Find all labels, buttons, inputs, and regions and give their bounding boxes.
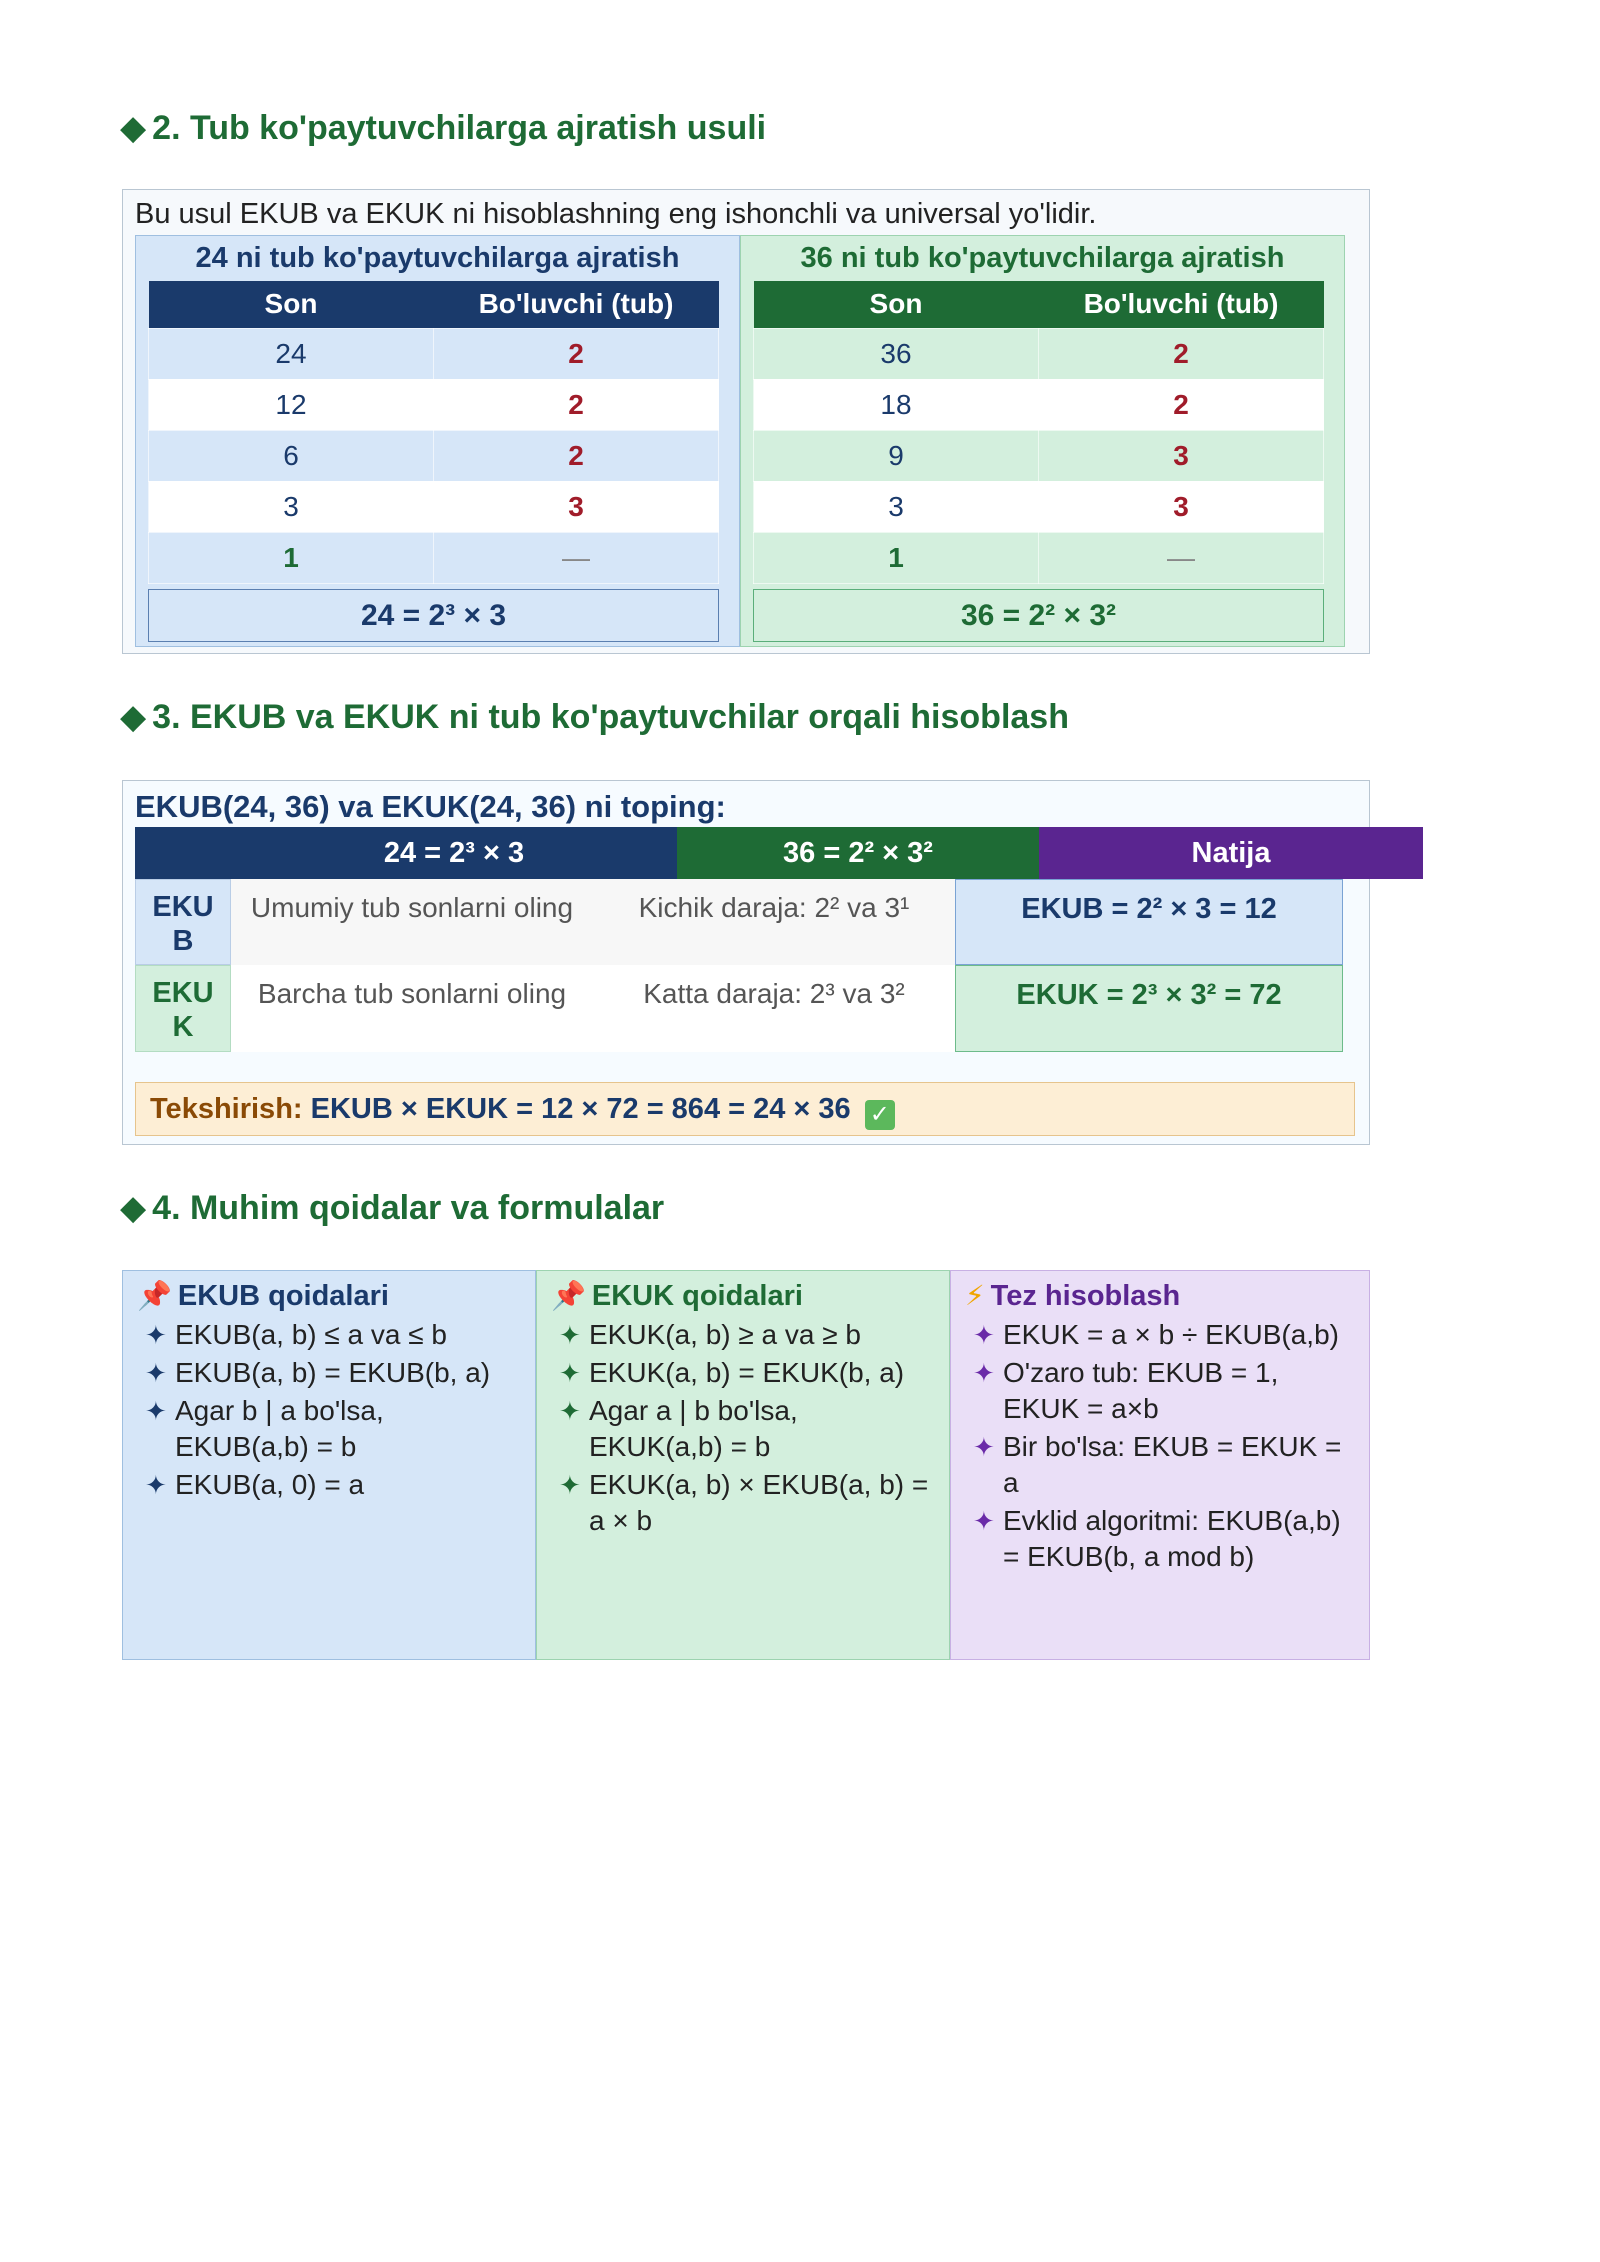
diamond-icon: ◆ — [120, 698, 147, 736]
list-item-text: EKUB(a, b) ≤ a va ≤ b — [175, 1319, 447, 1350]
rules-box — [122, 1270, 1370, 1660]
section-3-heading — [120, 697, 1069, 737]
ekuk-rules-title-text: EKUK qoidalari — [591, 1280, 803, 1312]
factorization-intro: Bu usul EKUB va EKUK ni hisoblashning eng ishonchli va universal yo'lidir. — [135, 198, 1097, 230]
column-header-son: Son — [754, 281, 1039, 328]
list-item — [551, 1317, 935, 1353]
four-point-star-icon: ✦ — [559, 1320, 581, 1350]
four-point-star-icon: ✦ — [145, 1470, 167, 1500]
table-row — [754, 532, 1324, 583]
divisor-cell: 3 — [1039, 481, 1324, 532]
table-row — [149, 379, 719, 430]
section-3-heading-text: 3. EKUB va EKUK ni tub ko'paytuvchilar orqali hisoblash — [152, 698, 1069, 736]
factorization-24-panel — [135, 235, 740, 647]
section-2-heading-text: 2. Tub ko'paytuvchilarga ajratish usuli — [152, 109, 767, 147]
ekub-rules-panel — [122, 1270, 536, 1660]
check-mark-icon: ✓ — [865, 1100, 895, 1130]
son-cell: 3 — [754, 481, 1039, 532]
ekuk-rules-list — [551, 1317, 935, 1539]
verification-value: EKUB × EKUK = 12 × 72 = 864 = 24 × 36 — [310, 1093, 851, 1125]
son-cell: 18 — [754, 379, 1039, 430]
divisor-cell: 3 — [1039, 430, 1324, 481]
ekuk-row-label — [135, 965, 231, 1052]
ekuk-result-cell: EKUK = 2³ × 3² = 72 — [955, 965, 1343, 1052]
ekub-rules-list — [137, 1317, 521, 1503]
son-cell: 36 — [754, 328, 1039, 379]
list-item — [965, 1429, 1355, 1501]
factorization-24-result: 24 = 2³ × 3 — [148, 589, 719, 642]
divisor-cell: 2 — [1039, 379, 1324, 430]
ekuk-rule-cell: Barcha tub sonlarni oling — [231, 965, 593, 1052]
son-cell: 12 — [149, 379, 434, 430]
divisor-cell: — — [1039, 532, 1324, 583]
list-item — [137, 1467, 521, 1503]
column-header-divisor: Bo'luvchi (tub) — [434, 281, 719, 328]
four-point-star-icon: ✦ — [973, 1506, 995, 1536]
four-point-star-icon: ✦ — [145, 1320, 167, 1350]
table-row — [149, 532, 719, 583]
ekuk-power-cell: Katta daraja: 2³ va 3² — [593, 965, 955, 1052]
factorization-36-result: 36 = 2² × 3² — [753, 589, 1324, 642]
son-cell: 24 — [149, 328, 434, 379]
quick-calc-panel — [950, 1270, 1370, 1660]
ekub-label-line-1: EKU — [152, 891, 214, 923]
factorization-24-table — [148, 281, 719, 584]
pushpin-icon: 📌 — [137, 1280, 172, 1311]
factorization-36-title: 36 ni tub ko'paytuvchilarga ajratish — [800, 242, 1285, 274]
ekuk-label-line-2: K — [172, 1011, 194, 1043]
diamond-icon: ◆ — [120, 1189, 147, 1227]
list-item-text: Agar b | a bo'lsa, EKUB(a,b) = b — [175, 1395, 384, 1462]
verification-bar — [135, 1082, 1355, 1136]
divisor-cell: 2 — [434, 379, 719, 430]
factorization-24-title: 24 ni tub ko'paytuvchilarga ajratish — [195, 242, 680, 274]
list-item — [551, 1355, 935, 1391]
grid-header-36: 36 = 2² × 3² — [677, 827, 1039, 879]
list-item-text: EKUB(a, b) = EKUB(b, a) — [175, 1357, 491, 1388]
grid-corner-header — [135, 827, 231, 879]
list-item — [965, 1355, 1355, 1427]
list-item-text: EKUK(a, b) = EKUK(b, a) — [589, 1357, 905, 1388]
list-item — [551, 1393, 935, 1465]
list-item-text: EKUK(a, b) ≥ a va ≥ b — [589, 1319, 861, 1350]
list-item-text: EKUK = a × b ÷ EKUB(a,b) — [1003, 1319, 1339, 1350]
ekuk-label-line-1: EKU — [152, 977, 214, 1009]
ekub-label-line-2: B — [172, 925, 194, 957]
four-point-star-icon: ✦ — [559, 1358, 581, 1388]
son-cell: 1 — [754, 532, 1039, 583]
list-item — [137, 1355, 521, 1391]
lightning-icon: ⚡ — [965, 1280, 985, 1311]
son-cell: 9 — [754, 430, 1039, 481]
list-item — [965, 1503, 1355, 1575]
four-point-star-icon: ✦ — [973, 1320, 995, 1350]
table-row — [754, 430, 1324, 481]
section-4-heading — [120, 1188, 664, 1228]
son-cell: 6 — [149, 430, 434, 481]
factorization-box — [122, 189, 1370, 654]
four-point-star-icon: ✦ — [973, 1432, 995, 1462]
grid-header-natija: Natija — [1039, 827, 1423, 879]
four-point-star-icon: ✦ — [973, 1358, 995, 1388]
list-item-text: O'zaro tub: EKUB = 1, EKUK = a×b — [1003, 1357, 1279, 1424]
ekub-result-cell: EKUB = 2² × 3 = 12 — [955, 879, 1343, 965]
divisor-cell: 2 — [434, 328, 719, 379]
table-row — [149, 481, 719, 532]
four-point-star-icon: ✦ — [559, 1396, 581, 1426]
ekub-rule-cell: Umumiy tub sonlarni oling — [231, 879, 593, 965]
son-cell: 3 — [149, 481, 434, 532]
son-cell: 1 — [149, 532, 434, 583]
divisor-cell: — — [434, 532, 719, 583]
list-item — [137, 1317, 521, 1353]
list-item-text: Evklid algoritmi: EKUB(a,b) = EKUB(b, a mod b) — [1003, 1505, 1341, 1572]
ekub-rules-title-text: EKUB qoidalari — [177, 1280, 389, 1312]
section-4-heading-text: 4. Muhim qoidalar va formulalar — [152, 1189, 665, 1227]
diamond-icon: ◆ — [120, 109, 147, 147]
divisor-cell: 2 — [1039, 328, 1324, 379]
list-item-text: EKUK(a, b) × EKUB(a, b) = a × b — [589, 1469, 929, 1536]
column-header-son: Son — [149, 281, 434, 328]
ekub-row-label — [135, 879, 231, 965]
factorization-36-panel — [740, 235, 1345, 647]
list-item-text: Bir bo'lsa: EKUB = EKUK = a — [1003, 1431, 1342, 1498]
four-point-star-icon: ✦ — [145, 1358, 167, 1388]
quick-calc-title — [965, 1279, 1355, 1313]
ekuk-rules-panel — [536, 1270, 950, 1660]
four-point-star-icon: ✦ — [145, 1396, 167, 1426]
ekub-rules-title — [137, 1279, 521, 1313]
ekub-ekuk-task-title: EKUB(24, 36) va EKUK(24, 36) ni toping: — [135, 789, 726, 824]
list-item — [551, 1467, 935, 1539]
ekuk-rules-title — [551, 1279, 935, 1313]
ekub-ekuk-grid — [135, 827, 1343, 1052]
grid-header-24: 24 = 2³ × 3 — [231, 827, 677, 879]
column-header-divisor: Bo'luvchi (tub) — [1039, 281, 1324, 328]
table-row — [149, 430, 719, 481]
quick-calc-title-text: Tez hisoblash — [990, 1280, 1181, 1312]
table-row — [754, 379, 1324, 430]
table-row — [149, 328, 719, 379]
quick-calc-list — [965, 1317, 1355, 1575]
table-row — [754, 481, 1324, 532]
ekub-ekuk-box — [122, 780, 1370, 1145]
verification-label: Tekshirish: — [150, 1093, 303, 1125]
list-item-text: EKUB(a, 0) = a — [175, 1469, 365, 1500]
section-2-heading — [120, 108, 766, 148]
divisor-cell: 2 — [434, 430, 719, 481]
table-row — [754, 328, 1324, 379]
divisor-cell: 3 — [434, 481, 719, 532]
list-item — [137, 1393, 521, 1465]
list-item — [965, 1317, 1355, 1353]
pushpin-icon: 📌 — [551, 1280, 586, 1311]
factorization-36-table — [753, 281, 1324, 584]
list-item-text: Agar a | b bo'lsa, EKUK(a,b) = b — [589, 1395, 798, 1462]
ekub-power-cell: Kichik daraja: 2² va 3¹ — [593, 879, 955, 965]
four-point-star-icon: ✦ — [559, 1470, 581, 1500]
